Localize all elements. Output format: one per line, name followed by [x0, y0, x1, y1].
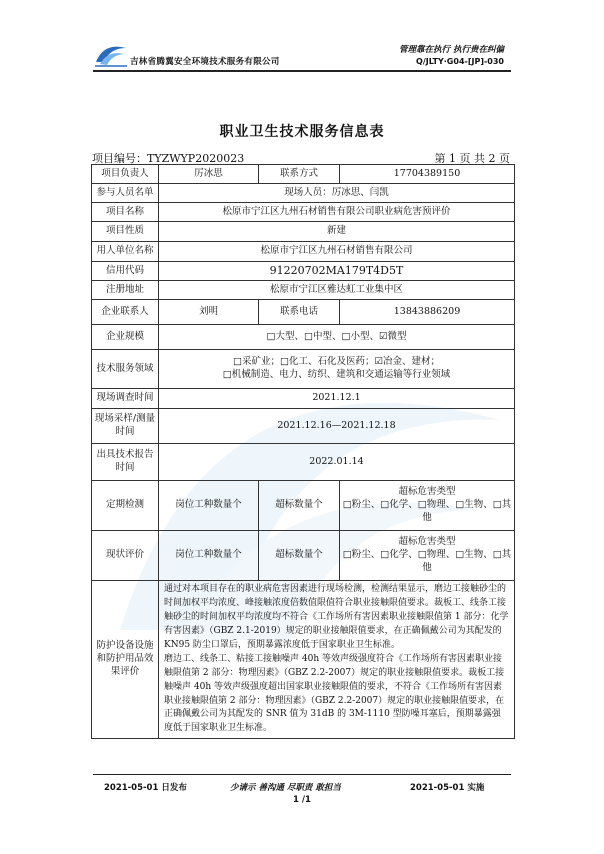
- hazard-type-cell: [340, 481, 515, 531]
- header-slogan: 管理靠在执行 执行贵在纠偏: [399, 45, 504, 55]
- table-row: [92, 350, 515, 389]
- page-info: 第 1 页 共 2 页: [434, 152, 510, 165]
- field-line-2: □机械制造、电力、纺织、建筑和交通运输等行业领域: [222, 369, 451, 380]
- project-number: 项目编号：TYZWYP2020023: [92, 152, 245, 165]
- hazard-type-options: □粉尘、□化学、□物理、□生物、□其他: [342, 549, 512, 573]
- value-cell: 刘明: [159, 300, 259, 325]
- label-cell: 现场调查时间: [92, 389, 159, 409]
- publish-date: 2021-05-01 日发布: [104, 783, 187, 793]
- company-name: 吉林省腾翼安全环境技术服务有限公司: [130, 57, 280, 67]
- label-cell: 用人单位名称: [92, 242, 159, 262]
- label-cell: 联系电话: [259, 300, 340, 325]
- value-cell: 松原市宁江区雅达虹工业集中区: [159, 281, 515, 300]
- table-row: [92, 165, 515, 184]
- label-cell: 技术服务领域: [92, 350, 159, 389]
- value-cell: [159, 350, 515, 389]
- hazard-type-options: □粉尘、□化学、□物理、□生物、□其他: [342, 499, 512, 523]
- table-row: [92, 222, 515, 242]
- table-row: [92, 300, 515, 325]
- evaluation-paragraph-dust: 通过对本项目存在的职业病危害因素进行现场检测，检测结果显示，磨边工接触砂尘的时间加权平均浓度、峰接触浓度倍数值限值符合职业接触限值要求。裁板工、线条工接触砂尘的时间加权平均浓度均不符合《工作场所有害因素职业接触限值第 1 部分：化学有害因素》（GBZ 2.1-2019）规定的职业接触限值要求，在正确佩戴公司为其配发的 KN95 防尘口罩后，预期暴露浓度低于国家职业卫生标准。: [164, 584, 509, 650]
- label-cell: 出具技术报告时间: [92, 444, 159, 481]
- table-row: [92, 481, 515, 531]
- table-row: [92, 242, 515, 262]
- label-cell: 现状评价: [92, 531, 159, 581]
- document-title: 职业卫生技术服务信息表: [219, 124, 385, 140]
- table-row: [92, 203, 515, 222]
- label-cell: 现场采样/测量时间: [92, 409, 159, 444]
- post-count-cell: 岗位工种数量个: [159, 531, 259, 581]
- value-cell: 现场人员：厉冰思、闫凯: [159, 184, 515, 203]
- value-cell: □大型、□中型、□小型、☑微型: [159, 325, 515, 350]
- info-table: [91, 164, 515, 739]
- hazard-type-title: 超标危害类型: [398, 486, 456, 498]
- table-row: [92, 325, 515, 350]
- label-cell: 项目名称: [92, 203, 159, 222]
- label-cell: 项目负责人: [92, 165, 159, 184]
- label-cell: 项目性质: [92, 222, 159, 242]
- exceed-count-cell: 超标数量个: [259, 531, 340, 581]
- label-cell: 联系方式: [259, 165, 340, 184]
- label-cell: 定期检测: [92, 481, 159, 531]
- evaluation-text-cell: [159, 581, 515, 739]
- value-cell: 91220702MA179T4D5T: [159, 262, 515, 281]
- hazard-type-cell: [340, 531, 515, 581]
- footer-motto: 少请示 善沟通 尽职责 敢担当: [230, 783, 341, 793]
- header-divider: [93, 70, 511, 72]
- table-row: [92, 444, 515, 481]
- table-row: [92, 531, 515, 581]
- table-row: [92, 184, 515, 203]
- value-cell: 17704389150: [340, 165, 515, 184]
- table-row: [92, 262, 515, 281]
- value-cell: 13843886209: [340, 300, 515, 325]
- exceed-count-cell: 超标数量个: [259, 481, 340, 531]
- company-logo: [94, 40, 128, 72]
- hazard-type-title: 超标危害类型: [398, 536, 456, 548]
- label-cell: 防护设备设施和防护用品效果评价: [92, 581, 159, 739]
- value-cell: 2021.12.16—2021.12.18: [159, 409, 515, 444]
- table-row: [92, 281, 515, 300]
- value-cell: 2022.01.14: [159, 444, 515, 481]
- value-cell: 2021.12.1: [159, 389, 515, 409]
- document-code: Q/JLTY·G04-[JP]-030: [416, 57, 504, 66]
- value-cell: 松原市宁江区九州石材销售有限公司职业病危害预评价: [159, 203, 515, 222]
- label-cell: 注册地址: [92, 281, 159, 300]
- footer-divider: [93, 774, 511, 775]
- table-row: [92, 581, 515, 739]
- post-count-cell: 岗位工种数量个: [159, 481, 259, 531]
- field-line-1: □采矿业；□化工、石化及医药；☑冶金、建材；: [233, 356, 440, 368]
- implement-date: 2021-05-01 实施: [410, 783, 485, 793]
- value-cell: 松原市宁江区九州石材销售有限公司: [159, 242, 515, 262]
- evaluation-paragraph-noise: 磨边工、线条工、粘接工接触噪声 40h 等效声级强度符合《工作场所有害因素职业接触限值第 2 部分：物理因素》（GBZ 2.2-2007）规定的职业接触限值要求。裁板工接触噪声 40h 等效声级强度超出国家职业接触限值的要求，不符合《工作场所有害因素职业接触限值第 2 部分：物理因素》（GBZ 2.2-2007）规定的职业接触限值要求，在正确佩戴公司为其配发的 SNR 值为 31dB 的 3M-1110 型防噪耳塞后，预期暴露强度低于国家职业卫生标准。: [164, 653, 505, 734]
- label-cell: 企业规模: [92, 325, 159, 350]
- value-cell: 厉冰思: [159, 165, 259, 184]
- label-cell: 参与人员名单: [92, 184, 159, 203]
- label-cell: 信用代码: [92, 262, 159, 281]
- label-cell: 企业联系人: [92, 300, 159, 325]
- value-cell: 新建: [159, 222, 515, 242]
- table-row: [92, 389, 515, 409]
- table-row: [92, 409, 515, 444]
- page-number: 1 /1: [293, 795, 311, 805]
